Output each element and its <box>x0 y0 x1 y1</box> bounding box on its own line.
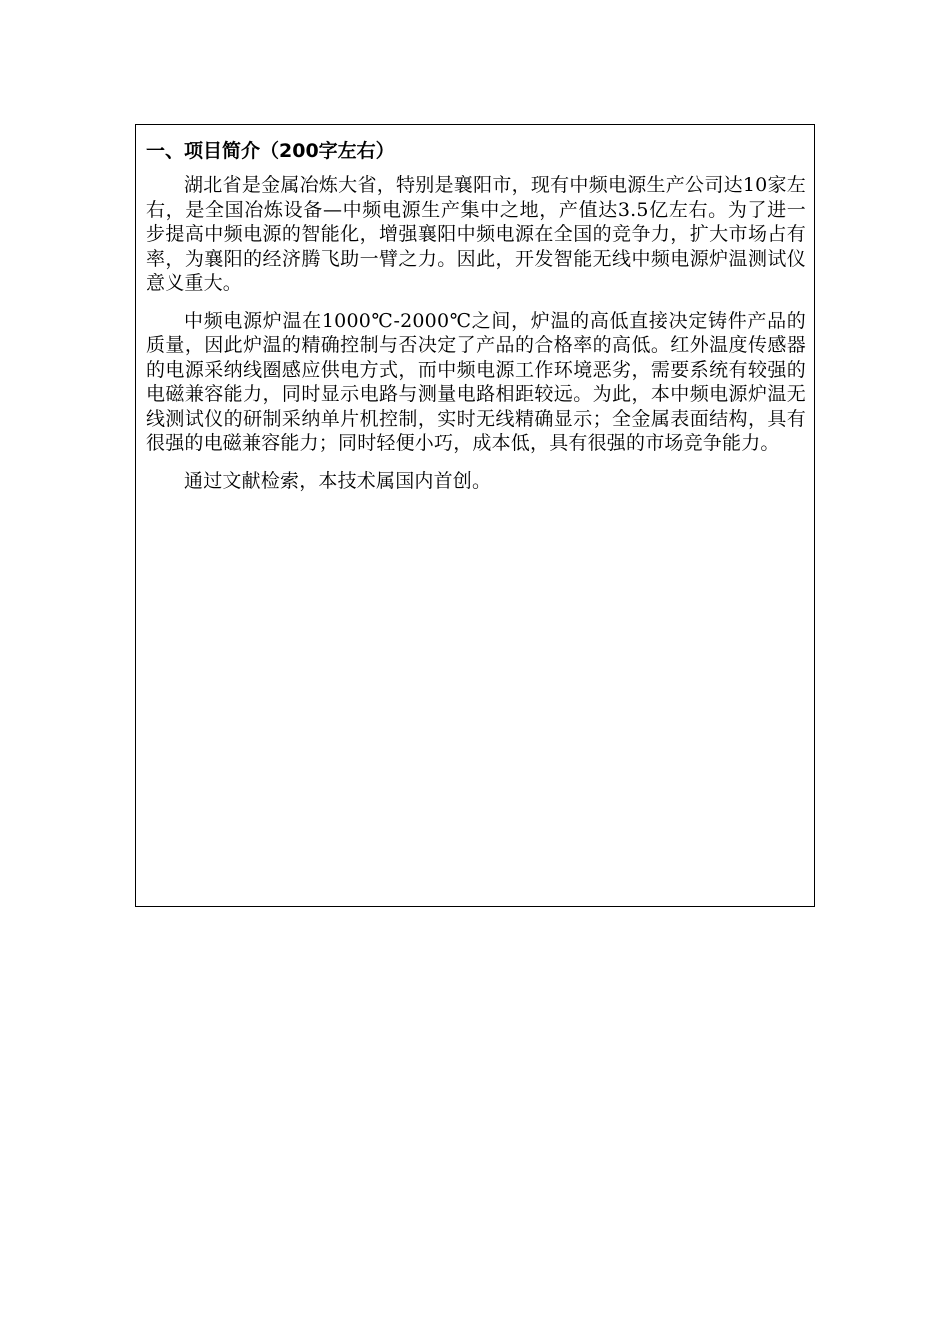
project-summary-box <box>135 124 815 907</box>
summary-paragraph-3: 通过文献检索，本技术属国内首创。 <box>184 469 492 492</box>
section-heading: 一、项目简介（200字左右） <box>146 140 395 162</box>
summary-body <box>146 173 806 506</box>
summary-paragraph-1: 湖北省是金属冶炼大省，特别是襄阳市，现有中频电源生产公司达10家左右，是全国冶炼设备—中频电源生产集中之地，产值达3.5亿左右。为了进一步提高中频电源的智能化，增强襄阳中频电源在全国的竞争力，扩大市场占有率，为襄阳的经济腾飞助一臂之力。因此，开发智能无线中频电源炉温测试仪意义重大。 <box>146 174 806 294</box>
summary-paragraph-2: 中频电源炉温在1000℃-2000℃之间，炉温的高低直接决定铸件产品的质量，因此炉温的精确控制与否决定了产品的合格率的高低。红外温度传感器的电源采纳线圈感应供电方式，而中频电源工作环境恶劣，需要系统有较强的电磁兼容能力，同时显示电路与测量电路相距较远。为此，本中频电源炉温无线测试仪的研制采纳单片机控制，实时无线精确显示；全金属表面结构，具有很强的电磁兼容能力；同时轻便小巧，成本低，具有很强的市场竞争能力。 <box>146 309 806 454</box>
